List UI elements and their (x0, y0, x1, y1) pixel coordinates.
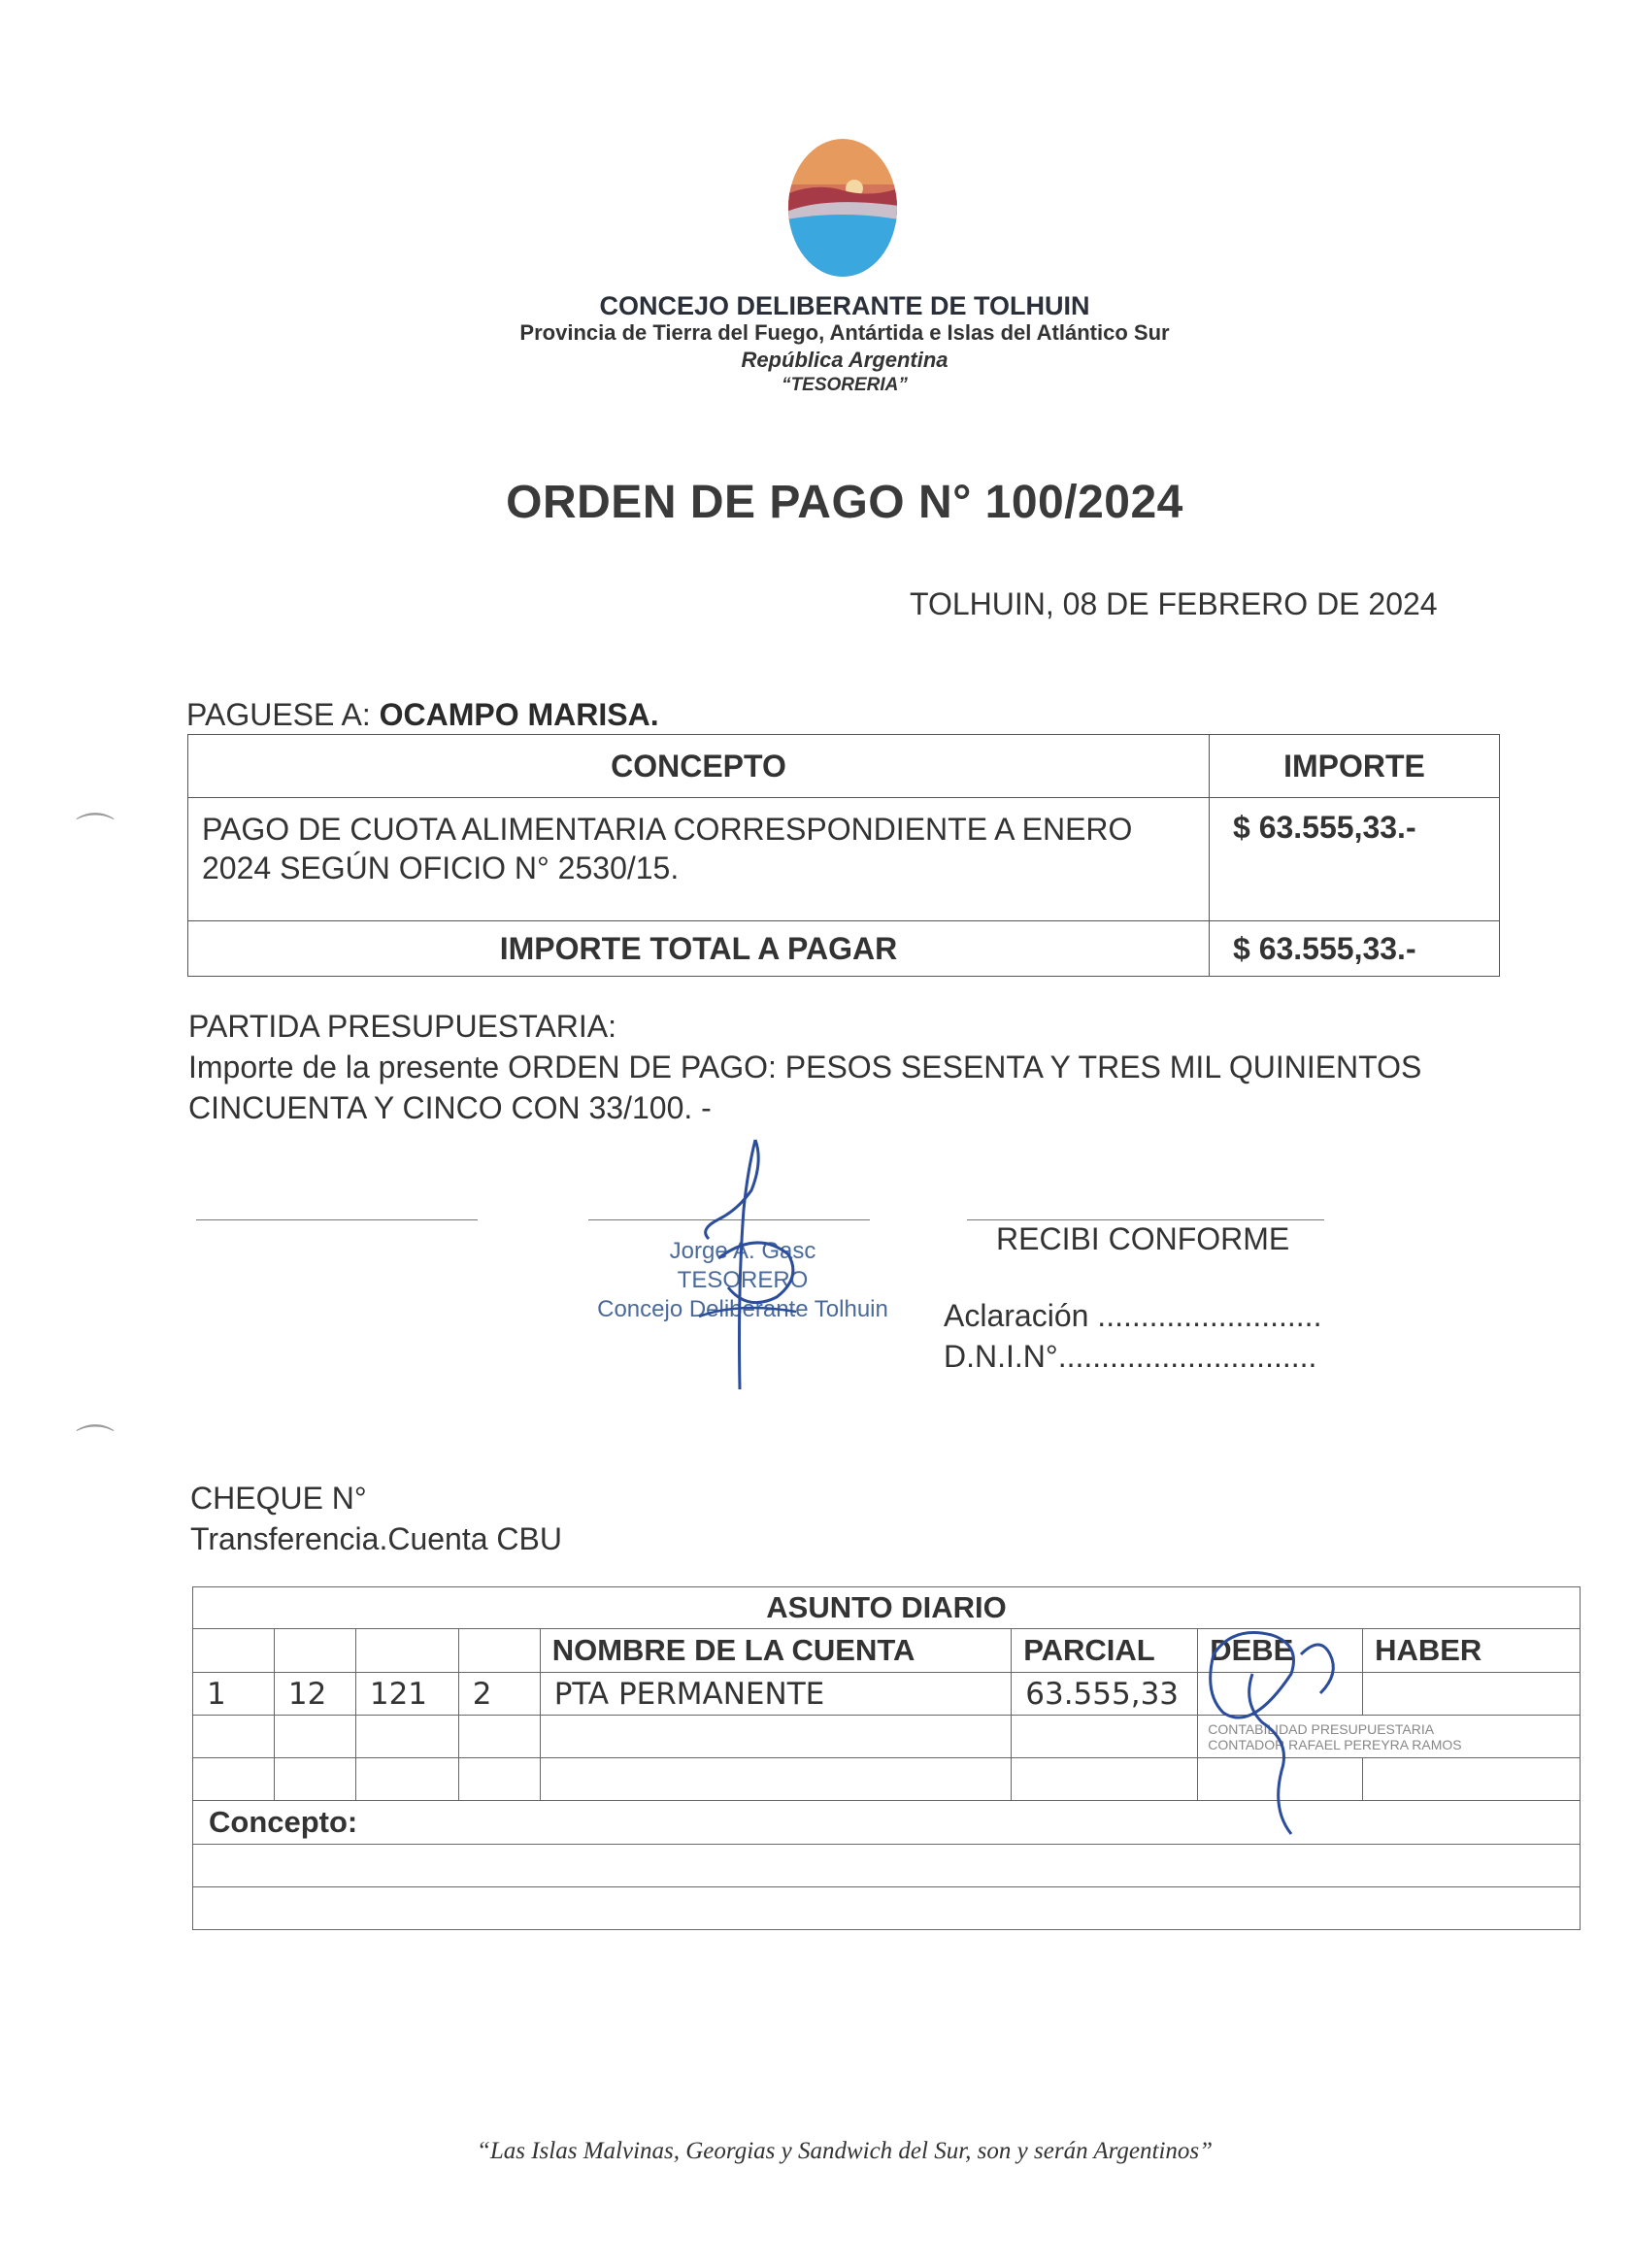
journal-title: ASUNTO DIARIO (193, 1587, 1581, 1629)
dni-field: D.N.I.N°.............................. (944, 1339, 1317, 1374)
concept-header-row (188, 735, 1500, 798)
council-logo (786, 138, 899, 279)
country-name: República Argentina (741, 348, 949, 372)
total-label: IMPORTE TOTAL A PAGAR (188, 921, 1210, 977)
journal-concept-line-1 (193, 1845, 1581, 1887)
entry-parcial: 63.555,33 (1012, 1673, 1198, 1716)
entry-code-2: 12 (274, 1673, 355, 1716)
partida-label: PARTIDA PRESUPUESTARIA: (188, 1009, 616, 1044)
journal-title-row (193, 1587, 1581, 1629)
total-amount: $ 63.555,33.- (1210, 921, 1500, 977)
footer-motto: “Las Islas Malvinas, Georgias y Sandwich del Sur, son y serán Argentinos” (476, 2138, 1214, 2164)
journal-concept-label: Concepto: (193, 1801, 1581, 1845)
journal-empty-row-1 (193, 1716, 1581, 1758)
accounting-stamp-line2: CONTADOR RAFAEL PEREYRA RAMOS (1208, 1736, 1462, 1752)
accountant-signature (1194, 1616, 1369, 1839)
signature-line-left (196, 1219, 478, 1220)
punch-mark-bottom: ⌒ (76, 1422, 115, 1467)
account-code-header-3 (355, 1629, 458, 1673)
budget-section (188, 1006, 1548, 1128)
cheque-label: CHEQUE N° (190, 1481, 367, 1516)
payee-label: PAGUESE A: (186, 697, 371, 732)
concept-header: CONCEPTO (188, 735, 1210, 798)
stamp-org: Concejo Deliberante Tolhuin (597, 1296, 888, 1322)
document-date: TOLHUIN, 08 DE FEBRERO DE 2024 (910, 586, 1438, 621)
concept-amount: $ 63.555,33.- (1210, 798, 1500, 921)
department-name: “TESORERIA” (782, 375, 908, 395)
account-code-header-1 (193, 1629, 275, 1673)
concept-table (187, 734, 1500, 977)
payment-method (190, 1478, 562, 1559)
parcial-header: PARCIAL (1012, 1629, 1198, 1673)
aclaracion-field: Aclaración .......................... (944, 1298, 1322, 1333)
stamp-title: TESORERO (677, 1267, 809, 1293)
account-code-header-2 (274, 1629, 355, 1673)
punch-mark-top: ⌒ (76, 811, 115, 855)
payee-name: OCAMPO MARISA. (379, 697, 659, 732)
journal-entry-row (193, 1673, 1581, 1716)
amount-in-words: Importe de la presente ORDEN DE PAGO: PESOS SESENTA Y TRES MIL QUINIENTOS CINCUENTA Y CINCO CON 33/100. - (188, 1050, 1422, 1125)
province-name: Provincia de Tierra del Fuego, Antártida e Islas del Atlántico Sur (519, 320, 1170, 345)
journal-header-row (193, 1629, 1581, 1673)
signature-line-right (967, 1219, 1324, 1220)
journal-concept-line-2 (193, 1887, 1581, 1930)
document-title: ORDEN DE PAGO N° 100/2024 (506, 477, 1183, 528)
received-label: RECIBI CONFORME (996, 1221, 1290, 1256)
journal-table (192, 1586, 1581, 1930)
entry-code-3: 121 (355, 1673, 458, 1716)
entry-account-name: PTA PERMANENTE (540, 1673, 1012, 1716)
journal-concept-row (193, 1801, 1581, 1845)
institution-name: CONCEJO DELIBERANTE DE TOLHUIN (599, 291, 1090, 320)
entry-code-1: 1 (193, 1673, 275, 1716)
total-row (188, 921, 1500, 977)
receiver-fields (944, 1295, 1321, 1377)
account-name-header: NOMBRE DE LA CUENTA (540, 1629, 1012, 1673)
accounting-stamp-line1: CONTABILIDAD PRESUPUESTARIA (1208, 1720, 1435, 1737)
journal-empty-row-2 (193, 1758, 1581, 1801)
transfer-label: Transferencia.Cuenta CBU (190, 1521, 562, 1556)
concept-row (188, 798, 1500, 921)
debe-header: DEBE (1198, 1629, 1363, 1673)
entry-code-4: 2 (458, 1673, 540, 1716)
entry-haber (1363, 1673, 1581, 1716)
haber-header: HABER (1363, 1629, 1581, 1673)
stamp-name: Jorge A. Gasc (669, 1238, 816, 1264)
payee-line (186, 697, 659, 733)
account-code-header-4 (458, 1629, 540, 1673)
treasurer-signature (680, 1132, 816, 1394)
amount-header: IMPORTE (1210, 735, 1500, 798)
concept-description: PAGO DE CUOTA ALIMENTARIA CORRESPONDIENTE A ENERO 2024 SEGÚN OFICIO N° 2530/15. (188, 798, 1210, 921)
